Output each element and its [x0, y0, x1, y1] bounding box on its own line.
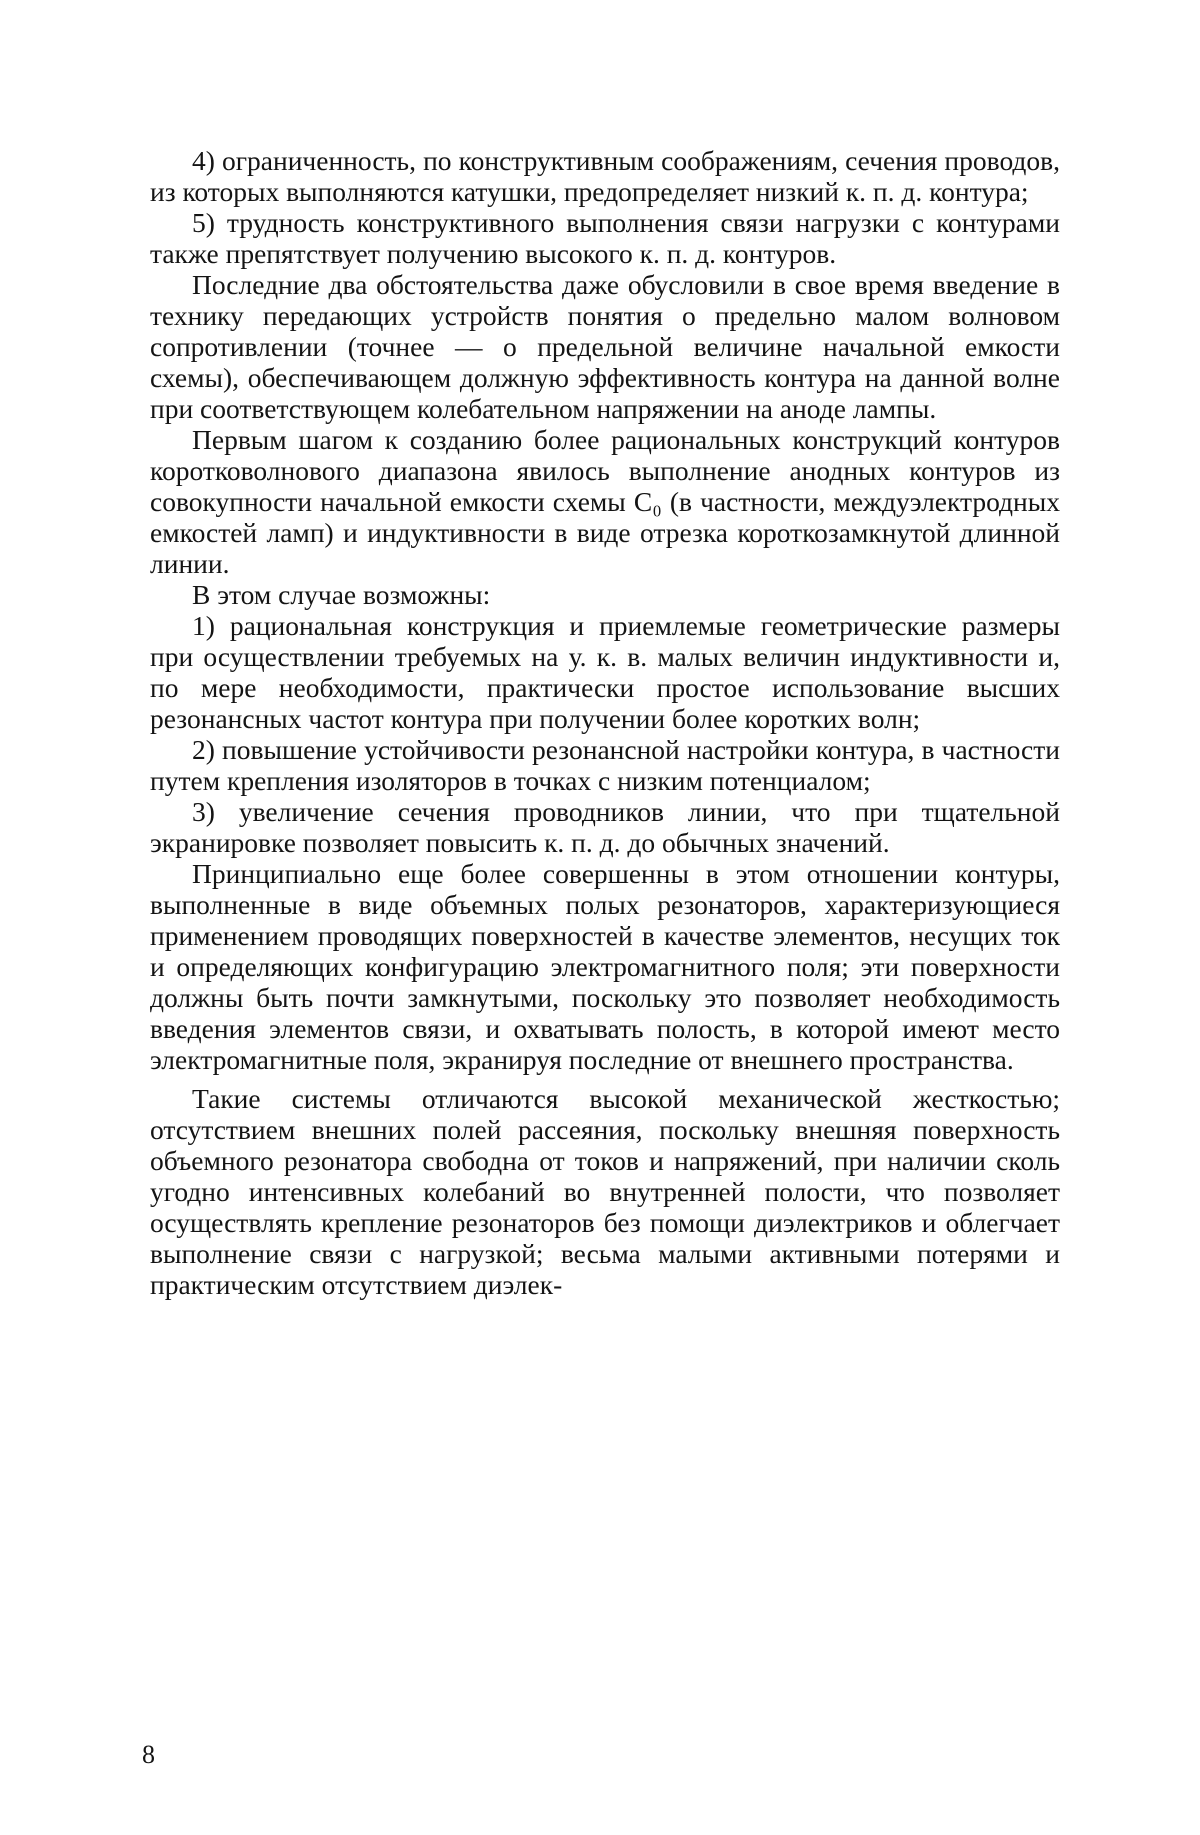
page-number: 8 [142, 1740, 155, 1770]
book-page [0, 0, 1200, 1835]
paragraph-list-item-2: 2) повышение устойчивости резонансной настройки контура, в частности путем крепления изоляторов в точках с низким потенциалом; [150, 734, 1060, 796]
paragraph-item-5: 5) трудность конструктивного выполнения связи нагрузки с контурами также препятствует получению высокого к. п. д. контуров. [150, 207, 1060, 269]
paragraph-in-this-case: В этом случае возможны: [150, 579, 1060, 610]
paragraph-list-item-1: 1) рациональная конструкция и приемлемые геометрические размеры при осуществлении требуемых на у. к. в. малых величин индуктивности и, по мере необходимости, практически простое использование высших резонансных частот контура при получении более коротких волн; [150, 610, 1060, 734]
paragraph-list-item-3: 3) увеличение сечения проводников линии, что при тщательной экранировке позволяет повысить к. п. д. до обычных значений. [150, 796, 1060, 858]
paragraph-cavity-resonators: Принципиально еще более совершенны в этом отношении контуры, выполненные в виде объемных полых резонаторов, характеризующиеся применением проводящих поверхностей в качестве элементов, несущих ток и определяющих конфигурацию электромагнитного поля; эти поверхности должны быть почти замкнутыми, поскольку это позволяет необходимость введения элементов связи, и охватывать полость, в которой имеют место электромагнитные поля, экранируя последние от внешнего пространства. [150, 858, 1060, 1075]
paragraph-such-systems: Такие системы отличаются высокой механической жесткостью; отсутствием внешних полей рассеяния, поскольку внешняя поверхность объемного резонатора свободна от токов и напряжений, при наличии сколь угодно интенсивных колебаний во внутренней полости, что позволяет осуществлять крепление резонаторов без помощи диэлектриков и облегчает выполнение связи с нагрузкой; весьма малыми активными потерями и практическим отсутствием диэлек- [150, 1083, 1060, 1300]
paragraph-item-4: 4) ограниченность, по конструктивным соображениям, сечения проводов, из которых выполняются катушки, предопределяет низкий к. п. д. контура; [150, 145, 1060, 207]
body-text [150, 145, 1060, 1300]
paragraph-last-two-circumstances: Последние два обстоятельства даже обусловили в свое время введение в технику передающих устройств понятия о предельно малом волновом сопротивлении (точнее — о предельной величине начальной емкости схемы), обеспечивающем должную эффективность контура на данной волне при соответствующем колебательном напряжении на аноде лампы. [150, 269, 1060, 424]
paragraph-first-step: Первым шагом к созданию более рациональных конструкций контуров коротковолнового диапазона явилось выполнение анодных контуров из совокупности начальной емкости схемы C₀ (в частности, междуэлектродных емкостей ламп) и индуктивности в виде отрезка короткозамкнутой длинной линии. [150, 424, 1060, 579]
